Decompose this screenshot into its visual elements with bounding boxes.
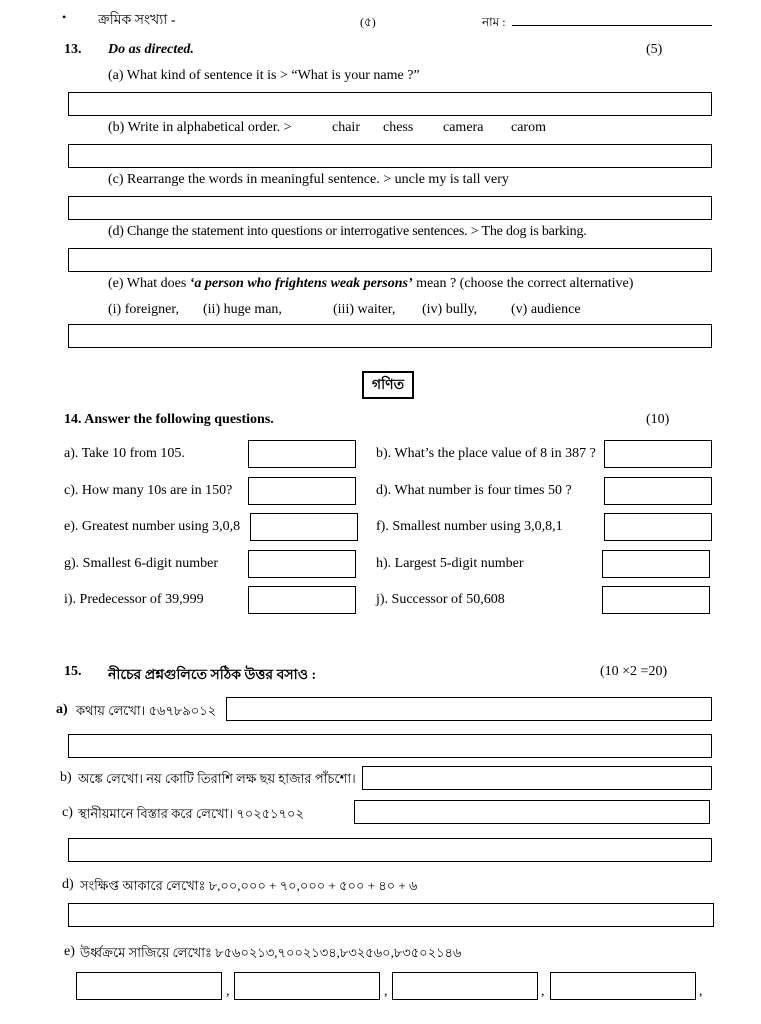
q15-c-label: c) bbox=[62, 805, 73, 820]
q15-marks: (10 ×2 =20) bbox=[600, 664, 668, 679]
q13-e-bold-phrase: ‘a person who frightens weak persons’ bbox=[189, 276, 413, 291]
q14-g-answer-box[interactable] bbox=[248, 550, 356, 578]
q14-f-text: f). Smallest number using 3,0,8,1 bbox=[376, 519, 563, 534]
q14-f-answer-box[interactable] bbox=[604, 513, 712, 541]
q15-a-text: কথায় লেখো। ৫৬৭৮৯০১২ bbox=[76, 703, 217, 718]
q15-d-text: সংক্ষিপ্ত আকারে লেখোঃ ৮,০০,০০০ + ৭০,০০০ + ৫০০ + ৪০ + ৬ bbox=[80, 878, 418, 893]
q15-e-label: e) bbox=[64, 944, 75, 959]
q14-d-answer-box[interactable] bbox=[604, 477, 712, 505]
q15-a-answer-box[interactable] bbox=[226, 697, 712, 721]
q14-marks: (10) bbox=[646, 412, 670, 427]
q15-c-answer-box-2[interactable] bbox=[68, 838, 712, 862]
q13-e-suffix: mean ? (choose the correct alternative) bbox=[412, 276, 634, 291]
math-section-title: গণিত bbox=[362, 371, 414, 399]
q15-d-label: d) bbox=[62, 877, 74, 892]
q14-g-text: g). Smallest 6-digit number bbox=[64, 556, 218, 571]
q13-b-answer-box[interactable] bbox=[68, 144, 712, 168]
q13-b-word-3: camera bbox=[443, 120, 484, 135]
q15-title: নীচের প্রশ্নগুলিতে সঠিক উত্তর বসাও : bbox=[108, 668, 317, 683]
comma-separator: , bbox=[699, 984, 703, 999]
q13-e-option-5: (v) audience bbox=[511, 302, 581, 317]
name-label: নাম : bbox=[482, 15, 506, 29]
q13-title: Do as directed. bbox=[108, 42, 194, 57]
q15-b-answer-box[interactable] bbox=[362, 766, 712, 790]
q13-b-word-2: chess bbox=[383, 120, 414, 135]
q15-b-text: অঙ্কে লেখো। নয় কোটি তিরাশি লক্ষ ছয় হাজার পাঁচশো। bbox=[78, 771, 356, 786]
q13-e-answer-box[interactable] bbox=[68, 324, 712, 348]
q13-marks: (5) bbox=[646, 42, 663, 57]
q14-a-answer-box[interactable] bbox=[248, 440, 356, 468]
q14-d-text: d). What number is four times 50 ? bbox=[376, 483, 572, 498]
q13-e-option-4: (iv) bully, bbox=[422, 302, 478, 317]
q15-e-answer-box-1[interactable] bbox=[76, 972, 222, 1000]
q14-b-text: b). What’s the place value of 8 in 387 ? bbox=[376, 446, 596, 461]
q14-e-text: e). Greatest number using 3,0,8 bbox=[64, 519, 241, 534]
q13-e-prefix: (e) What does bbox=[108, 276, 190, 291]
q15-e-answer-box-4[interactable] bbox=[550, 972, 696, 1000]
q14-h-answer-box[interactable] bbox=[602, 550, 710, 578]
q15-a-label: a) bbox=[56, 702, 68, 717]
q14-j-answer-box[interactable] bbox=[602, 586, 710, 614]
q13-e-text bbox=[108, 276, 633, 292]
q14-a-text: a). Take 10 from 105. bbox=[64, 446, 185, 461]
q13-a-answer-box[interactable] bbox=[68, 92, 712, 116]
q14-h-text: h). Largest 5-digit number bbox=[376, 556, 524, 571]
q15-number: 15. bbox=[64, 664, 82, 679]
q14-i-text: i). Predecessor of 39,999 bbox=[64, 592, 204, 607]
q13-c-answer-box[interactable] bbox=[68, 196, 712, 220]
q14-e-answer-box[interactable] bbox=[250, 513, 358, 541]
q14-b-answer-box[interactable] bbox=[604, 440, 712, 468]
q14-i-answer-box[interactable] bbox=[248, 586, 356, 614]
q14-c-answer-box[interactable] bbox=[248, 477, 356, 505]
q13-e-option-3: (iii) waiter, bbox=[333, 302, 396, 317]
page-number: (৫) bbox=[360, 15, 376, 29]
comma-separator: , bbox=[541, 984, 545, 999]
q13-e-option-1: (i) foreigner, bbox=[108, 302, 179, 317]
q15-e-answer-box-2[interactable] bbox=[234, 972, 380, 1000]
q13-b-word-1: chair bbox=[332, 120, 360, 135]
q13-b-text: (b) Write in alphabetical order. > bbox=[108, 120, 292, 135]
q13-e-option-2: (ii) huge man, bbox=[203, 302, 282, 317]
q15-e-text: উর্ধ্বক্রমে সাজিয়ে লেখোঃ ৮৫৬০২১৩,৭০০২১৩৪,৮৩২৫৬০,৮৩৫০২১৪৬ bbox=[80, 945, 462, 960]
q15-c-text: স্থানীয়মানে বিস্তার করে লেখো। ৭০২৫১৭০২ bbox=[78, 806, 304, 821]
serial-number-label: ক্রমিক সংখ্যা - bbox=[98, 13, 176, 28]
q13-b-word-4: carom bbox=[511, 120, 546, 135]
q14-j-text: j). Successor of 50,608 bbox=[376, 592, 505, 607]
q13-number: 13. bbox=[64, 42, 82, 57]
bullet-dot: • bbox=[62, 10, 67, 24]
comma-separator: , bbox=[226, 984, 230, 999]
q13-d-answer-box[interactable] bbox=[68, 248, 712, 272]
comma-separator: , bbox=[384, 984, 388, 999]
q13-d-text: (d) Change the statement into questions or interrogative sentences. > The dog is barking. bbox=[108, 224, 587, 239]
name-line[interactable] bbox=[512, 25, 712, 26]
q13-c-text: (c) Rearrange the words in meaningful sentence. > uncle my is tall very bbox=[108, 172, 509, 187]
q15-e-answer-box-3[interactable] bbox=[392, 972, 538, 1000]
q14-c-text: c). How many 10s are in 150? bbox=[64, 483, 233, 498]
q15-b-label: b) bbox=[60, 770, 72, 785]
q15-a-answer-box-2[interactable] bbox=[68, 734, 712, 758]
q15-d-answer-box[interactable] bbox=[68, 903, 714, 927]
q13-a-text: (a) What kind of sentence it is > “What is your name ?” bbox=[108, 68, 420, 83]
q14-title: 14. Answer the following questions. bbox=[64, 412, 274, 427]
q15-c-answer-box[interactable] bbox=[354, 800, 710, 824]
